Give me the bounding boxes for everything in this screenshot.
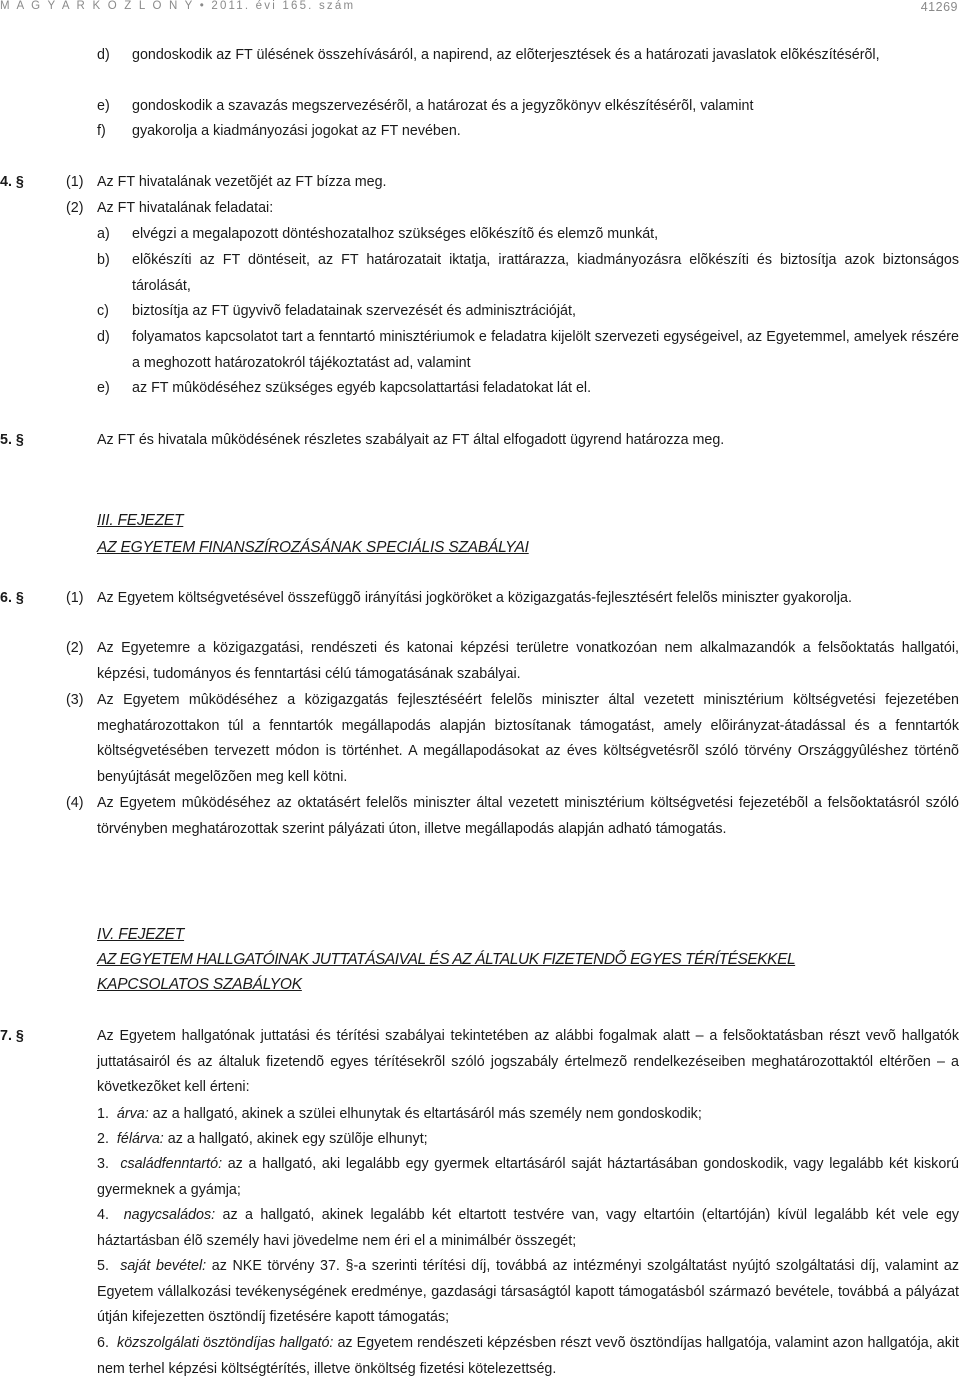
item-label: d) — [97, 329, 110, 345]
section-number: 4. § — [0, 174, 24, 190]
page-header — [0, 0, 960, 14]
paragraph-label: (1) — [66, 174, 84, 190]
journal-title: M A G Y A R K Ö Z L Ö N Y • 2011. évi 165. szám — [0, 0, 356, 12]
list-item: biztosítja az FT ügyvivõ feladatainak szervezését és adminisztrációját, — [132, 303, 576, 319]
item-label: a) — [97, 226, 110, 242]
definition-text: az a hallgató, akinek a szülei elhunytak és eltartásáról más személy nem gondoskodik; — [148, 1106, 702, 1122]
definition-term: saját bevétel: — [120, 1258, 207, 1274]
definition-text: az a hallgató, akinek legalább két eltartott testvére van, vagy eltartóin (eltartóján) kívül legalább két vele egy háztartásban élõ személy havi jövedelme nem éri el a minimálbér összegét; — [97, 1207, 959, 1249]
list-item: folyamatos kapcsolatot tart a fenntartó minisztériumok e feladatra kijelölt szervezeti egységeivel, az Egyetemmel, amelyek részére a meghozott határozatokról tájékoztatást ad, valamint — [132, 329, 959, 371]
list-item: elvégzi a megalapozott döntéshozatalhoz szükséges elõkészítõ és elemzõ munkát, — [132, 226, 659, 242]
definition-text: az NKE törvény 37. §-a szerinti térítési díj, továbbá az intézményi szolgáltatást nyújtó szolgáltatási díj, valamint az Egyetem vállalkozási tevékenységének eredménye, gazdasági társaságtól kapott támogatásból származó bevétele, továbbá a pályázat útján kifejezetten ösztöndíj fizetésére kapott támogatás; — [97, 1258, 959, 1325]
paragraph: Az FT hivatalának feladatai: — [97, 200, 274, 216]
paragraph: Az Egyetem mûködéséhez a közigazgatás fejlesztéséért felelõs miniszter által vezetett minisztérium költségvetési fejezetében meghatározottakon túl a fenntartók megállapodás alapján biztosítanak támogatást, amely elõirányzat-átadással és a fenntartók költségvetésében tervezett módon is történhet. A megállapodásokat az éves költségvetésrõl szóló törvény Országgyûléshez történõ benyújtását megelõzõen meg kell kötni. — [97, 692, 959, 785]
definition-item — [97, 1203, 959, 1254]
section-number: 6. § — [0, 590, 24, 606]
definition-number: 5. — [97, 1258, 109, 1274]
section-number: 7. § — [0, 1028, 24, 1044]
definition-number: 2. — [97, 1131, 109, 1147]
chapter-title: AZ EGYETEM FINANSZÍROZÁSÁNAK SPECIÁLIS SZABÁLYAI — [97, 539, 529, 556]
paragraph-label: (1) — [66, 590, 84, 606]
item-label: d) — [97, 47, 110, 63]
definition-term: családfenntartó: — [120, 1156, 223, 1172]
paragraph-label: (4) — [66, 795, 84, 811]
paragraph-label: (2) — [66, 640, 84, 656]
list-item: az FT mûködéséhez szükséges egyéb kapcsolattartási feladatokat lát el. — [132, 380, 592, 396]
chapter-title-line: KAPCSOLATOS SZABÁLYOK — [97, 976, 302, 993]
paragraph-label: (3) — [66, 692, 84, 708]
paragraph: Az Egyetem mûködéséhez az oktatásért felelõs miniszter által vezetett minisztérium költségvetési fejezetébõl a felsõoktatásról szóló törvényben meghatározottak szerint pályázati úton, illetve megállapodás alapján adható támogatás. — [97, 795, 959, 837]
definition-term: közszolgálati ösztöndíjas hallgató: — [117, 1335, 334, 1351]
definition-item — [97, 1102, 959, 1128]
definition-term: nagycsaládos: — [123, 1207, 216, 1223]
paragraph: Az Egyetem hallgatónak juttatási és térítési szabályai tekintetében az alábbi fogalmak alatt – a felsõoktatásban részt vevõ hallgatók juttatásairól és az általuk fizetendõ egyes térítésekrõl szóló jogszabály értelmezõ rendelkezéseiben meghatározottaktól eltérõen – a következõket kell érteni: — [97, 1028, 959, 1095]
list-item: gyakorolja a kiadmányozási jogokat az FT nevében. — [132, 123, 461, 139]
definition-term: félárva: — [116, 1131, 164, 1147]
chapter-title-line: AZ EGYETEM HALLGATÓINAK JUTTATÁSAIVAL ÉS AZ ÁLTALUK FIZETENDÕ EGYES TÉRÍTÉSEKKEL — [97, 951, 796, 968]
paragraph: Az FT hivatalának vezetõjét az FT bízza meg. — [97, 174, 387, 190]
definition-item — [97, 1331, 959, 1382]
definition-number: 1. — [97, 1106, 109, 1122]
definition-number: 6. — [97, 1335, 109, 1351]
definition-number: 4. — [97, 1207, 109, 1223]
chapter-number: III. FEJEZET — [97, 512, 184, 529]
item-label: e) — [97, 380, 110, 396]
item-label: e) — [97, 98, 110, 114]
definition-item — [97, 1127, 959, 1153]
definition-text: az a hallgató, akinek egy szülõje elhunyt; — [163, 1131, 428, 1147]
definition-text: az Egyetem rendészeti képzésben részt vevõ ösztöndíjas hallgatója, valamint azon hallgatója, akit nem terhel képzési költségtérítés, illetve önköltség fizetési kötelezettség. — [97, 1335, 960, 1377]
list-item: elõkészíti az FT döntéseit, az FT határozatait iktatja, irattárazza, kiadmányozásra elõkészíti és biztosítja azok biztonságos tárolását, — [132, 252, 959, 294]
section-number: 5. § — [0, 432, 24, 448]
page-number: 41269 — [920, 0, 958, 14]
paragraph-label: (2) — [66, 200, 84, 216]
definition-item — [97, 1254, 959, 1331]
item-label: b) — [97, 252, 110, 268]
definition-number: 3. — [97, 1156, 109, 1172]
item-label: f) — [97, 123, 106, 139]
paragraph: Az FT és hivatala mûködésének részletes szabályait az FT által elfogadott ügyrend határozza meg. — [97, 432, 725, 448]
definition-item — [97, 1152, 959, 1203]
definition-term: árva: — [116, 1106, 149, 1122]
paragraph: Az Egyetem költségvetésével összefüggõ irányítási jogköröket a közigazgatás-fejlesztésért felelõs miniszter gyakorolja. — [97, 590, 852, 606]
paragraph: Az Egyetemre a közigazgatási, rendészeti és katonai képzési területre vonatkozóan nem alkalmazandók a felsõoktatás hallgatói, képzési, tudományos és fenntartási célú támogatásának szabályai. — [97, 640, 959, 682]
list-item: gondoskodik a szavazás megszervezésérõl, a határozat és a jegyzõkönyv elkészítésérõl, valamint — [132, 98, 754, 114]
item-label: c) — [97, 303, 109, 319]
list-item: gondoskodik az FT ülésének összehívásáról, a napirend, az elõterjesztések és a határozati javaslatok elõkészítésérõl, — [132, 47, 880, 63]
definition-text: az a hallgató, aki legalább egy gyermek eltartásáról saját háztartásában gondoskodik, vagy legalább két kiskorú gyermeknek a gyámja; — [97, 1156, 959, 1198]
chapter-number: IV. FEJEZET — [97, 926, 185, 943]
